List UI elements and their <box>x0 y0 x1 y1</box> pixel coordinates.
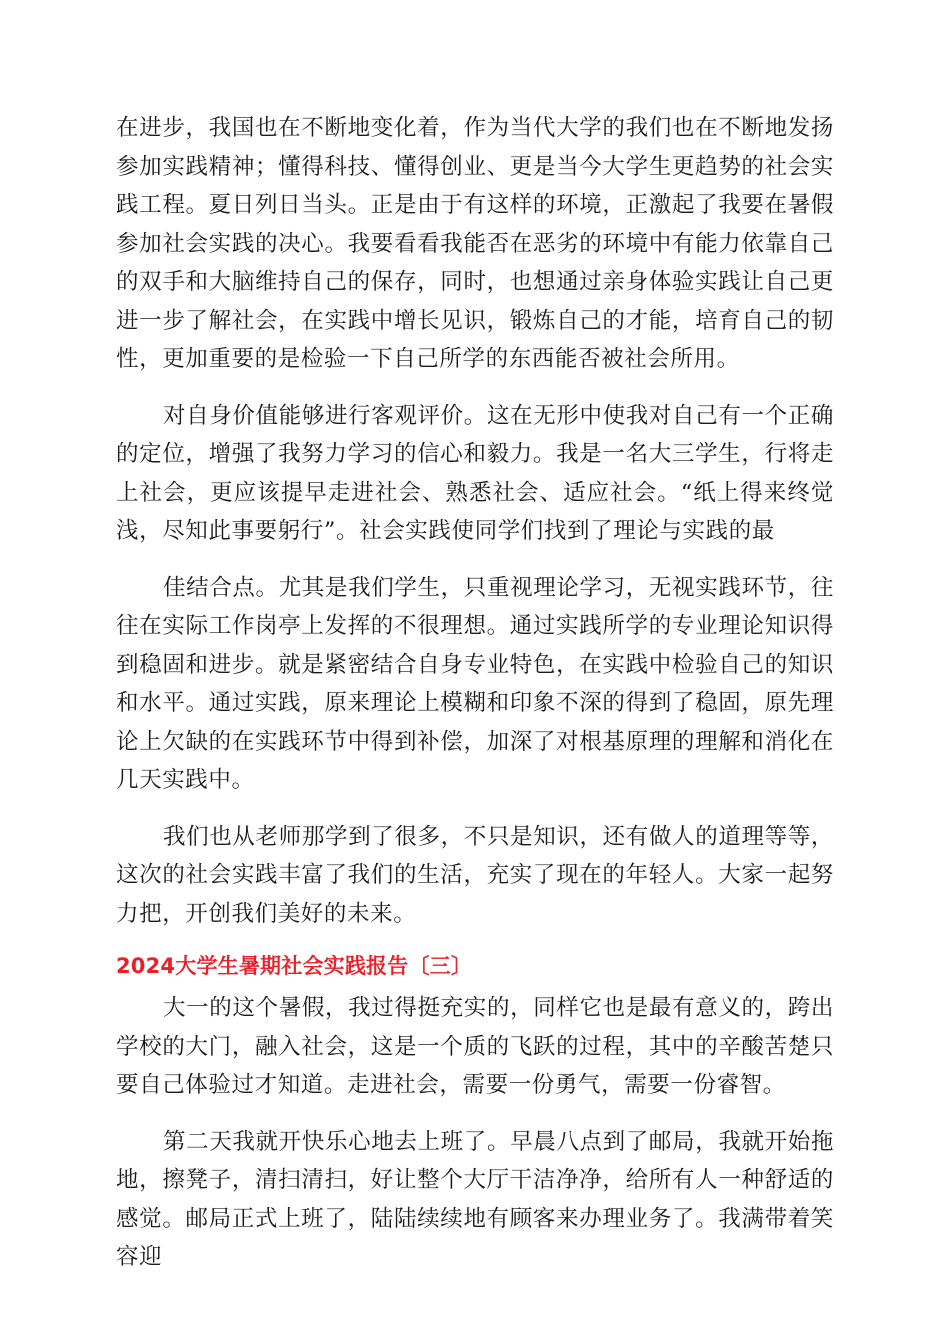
paragraph-3: 佳结合点。尤其是我们学生，只重视理论学习，无视实践环节，往往在实际工作岗亭上发挥的不很理想。通过实践所学的专业理论知识得到稳固和进步。就是紧密结合自身专业特色，在实践中检验自己的知识和水平。通过实践，原来理论上模糊和印象不深的得到了稳固，原先理论上欠缺的在实践环节中得到补偿，加深了对根基原理的理解和消化在几天实践中。 <box>116 574 834 793</box>
section-heading: 2024大学生暑期社会实践报告〔三〕 <box>116 954 473 978</box>
document-page <box>116 109 834 1295</box>
paragraph-4: 我们也从老师那学到了很多，不只是知识，还有做人的道理等等，这次的社会实践丰富了我们的生活，充实了现在的年轻人。大家一起努力把，开创我们美好的未来。 <box>116 823 834 927</box>
paragraph-1: 在进步，我国也在不断地变化着，作为当代大学的我们也在不断地发扬参加实践精神；懂得科技、懂得创业、更是当今大学生更趋势的社会实践工程。夏日列日当头。正是由于有这样的环境，正激起了我要在暑假参加社会实践的决心。我要看看我能否在恶劣的环境中有能力依靠自己的双手和大脑维持自己的保存，同时，也想通过亲身体验实践让自己更进一步了解社会，在实践中增长见识，锻炼自己的才能，培育自己的韧性，更加重要的是检验一下自己所学的东西能否被社会所用。 <box>116 115 834 372</box>
paragraph-6: 第二天我就开快乐心地去上班了。早晨八点到了邮局，我就开始拖地，擦凳子，清扫清扫，好让整个大厅干洁净净，给所有人一种舒适的感觉。邮局正式上班了，陆陆续续地有顾客来办理业务了。我满带着笑容迎 <box>116 1128 834 1270</box>
paragraph-2: 对自身价值能够进行客观评价。这在无形中使我对自己有一个正确的定位，增强了我努力学习的信心和毅力。我是一名大三学生，行将走上社会，更应该提早走进社会、熟悉社会、适应社会。“纸上得来终觉浅，尽知此事要躬行”。社会实践使同学们找到了理论与实践的最 <box>116 402 834 544</box>
paragraph-5: 大一的这个暑假，我过得挺充实的，同样它也是最有意义的，跨出学校的大门，融入社会，这是一个质的飞跃的过程，其中的辛酸苦楚只要自己体验过才知道。走进社会，需要一份勇气，需要一份睿智。 <box>116 995 834 1098</box>
